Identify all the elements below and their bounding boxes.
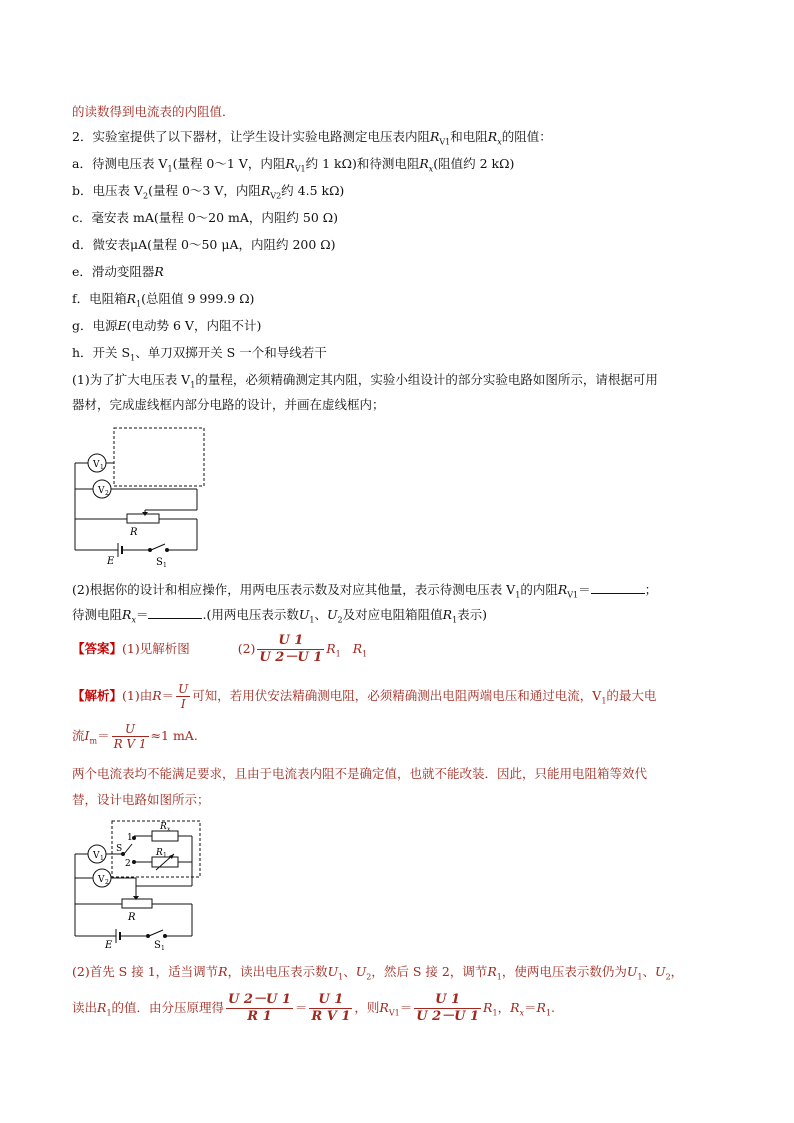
- item-d: d．微安表μA(量程 0～50 μA，内阻约 200 Ω): [72, 237, 336, 252]
- rheostat-label: R: [128, 912, 136, 923]
- item-h: h．开关 $S_1$、单刀双掷开关 S 一个和导线若干: [72, 345, 327, 363]
- switch-sub: 1: [161, 945, 165, 952]
- v1-label: V: [93, 460, 100, 470]
- switch-label: S: [156, 557, 163, 568]
- analysis-line-4: 替，设计电路如图所示；: [72, 792, 210, 807]
- item-b: b．电压表 $V_2$(量程 0～3 V，内阻$R_{V2}$约 4.5 kΩ): [72, 183, 345, 201]
- step-2-line-2: 读出$R_1$的值．由分压原理得 $\frac{U 2-U 1}{R 1}$ ＝ $\frac{U 1}{\text{R V 1}}$ ，则$R_{V1}=$ $\frac{U 1}{U 2-U 1}$ $R_1$，$R_x=R_1$.: [72, 992, 556, 1024]
- item-f: f．电阻箱$R_1$(总阻值 9 999.9 Ω): [72, 291, 255, 309]
- rx-label: R: [160, 822, 167, 832]
- answer-blank-rx[interactable]: [148, 605, 202, 619]
- rx-sub: x: [167, 826, 171, 833]
- analysis-line-2: 流$I_m=$ $\frac{U}{\text{R V 1}}$ ≈1 mA.: [72, 722, 198, 751]
- switch-pos-1: 1: [127, 833, 133, 843]
- analysis-line-3: 两个电流表均不能满足要求，且由于电流表内阻不是确定值，也就不能改装．因此，只能用电阻箱等效代: [72, 766, 648, 781]
- answer-blank-rv1[interactable]: [591, 580, 645, 594]
- v2-label: V: [98, 486, 105, 496]
- item-a: a．待测电压表 $V_1$(量程 0～1 V，内阻$R_{V1}$约 1 kΩ)和待测电阻$R_x$(阻值约 2 kΩ): [72, 156, 515, 174]
- source-label: E: [107, 556, 115, 567]
- v2-sub: 2: [105, 879, 109, 886]
- item-e: e．滑动变阻器R: [72, 264, 164, 279]
- rheostat-label: R: [130, 527, 138, 538]
- v1-sub: 1: [100, 464, 104, 471]
- source-label: E: [105, 940, 113, 951]
- circuit-diagram-1: [70, 425, 215, 575]
- text-line-1: 的读数得到电流表的内阻值．: [72, 104, 235, 119]
- r1-sub: 1: [163, 852, 167, 859]
- switch-pos-2: 2: [125, 859, 131, 869]
- part-1-line-2: 器材，完成虚线框内部分电路的设计，并画在虚线框内；: [72, 397, 385, 412]
- question-2-header: 2．实验室提供了以下器材，让学生设计实验电路测定电压表内阻$R_{V1}$和电阻$R_x$的阻值：: [72, 129, 552, 147]
- switch-label: S: [154, 940, 161, 951]
- switch-sub: 1: [163, 562, 167, 569]
- r1-label: R: [156, 848, 163, 858]
- answer-fraction: $\frac{U 1}{U 2-U 1}$: [259, 633, 323, 665]
- item-g: g．电源E(电动势 6 V，内阻不计): [72, 318, 262, 333]
- v2-label: V: [98, 875, 105, 885]
- sp-switch-label: S: [116, 844, 123, 854]
- v2-sub: 2: [105, 490, 109, 497]
- part-2-line-2: 待测电阻$R_x=$ .(用两电压表示数$U_1$、$U_2$及对应电阻箱阻值$R_1$表示): [72, 607, 488, 625]
- part-2-line-1: (2)根据你的设计和相应操作，用两电压表示数及对应其他量，表示待测电压表 $V_1$的内阻$R_{V1}=$ ；: [72, 582, 658, 600]
- item-c: c．毫安表 mA(量程 0～20 mA，内阻约 50 Ω): [72, 210, 339, 225]
- part-1-line-1: (1)为了扩大电压表 $V_1$的量程，必须精确测定其内阻，实验小组设计的部分实验电路如图所示，请根据可用: [72, 372, 658, 390]
- circuit-diagram-2: [70, 818, 210, 953]
- analysis-line-1: 【解析】(1)由R＝ $\frac{U}{I}$ 可知，若用伏安法精确测电阻，必须精确测出电阻两端电压和通过电流，$V_1$的最大电: [72, 682, 657, 711]
- analysis-label: 【解析】: [72, 688, 123, 703]
- answer-label: 【答案】: [72, 641, 123, 656]
- step-2-line-1: (2)首先 S 接 1，适当调节R，读出电压表示数$U_1$、$U_2$，然后 S 接 2，调节$R_1$，使两电压表示数仍为$U_1$、$U_2$，: [72, 964, 684, 982]
- v1-sub: 1: [100, 855, 104, 862]
- v1-label: V: [93, 851, 100, 861]
- answer-line: 【答案】(1)见解析图 (2) $\frac{U 1}{U 2-U 1}$ $R_1$ $R_1$: [72, 633, 368, 665]
